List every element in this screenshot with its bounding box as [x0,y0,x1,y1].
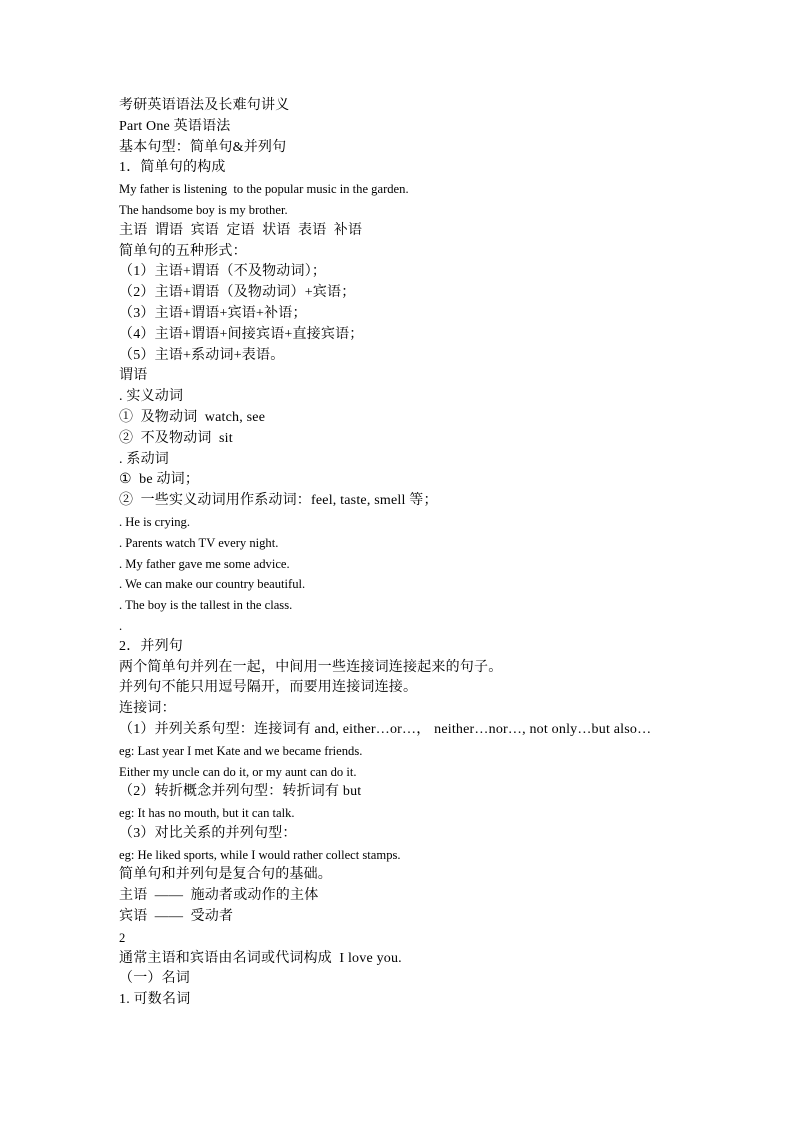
text-line: 主语 —— 施动者或动作的主体 [119,888,319,904]
text-line: . He is crying. [119,514,190,529]
text-line: （1）主语+谓语（不及物动词）； [119,264,327,280]
text-line: （5）主语+系动词+表语。 [119,347,285,363]
text-line: My father is listening to the popular music in the garden. [119,182,409,197]
text-line: ② 不及物动词 sit [119,430,233,446]
text-line: ② 一些实义动词用作系动词：feel, taste, smell 等； [119,493,438,509]
text-line: eg: He liked sports, while I would rather collect stamps. [119,847,401,862]
text-line: 连接词： [119,701,176,717]
text-line: The handsome boy is my brother. [119,202,288,217]
text-line: ① 及物动词 watch, see [119,409,266,425]
text-line: Part One 英语语法 [119,118,231,134]
text-line: eg: It has no mouth, but it can talk. [119,806,295,821]
text-line: 2．并列句 [119,638,183,654]
text-line: Either my uncle can do it, or my aunt can do it. [119,764,357,779]
text-line: 简单句的五种形式： [119,243,247,259]
text-line: 谓语 [119,368,148,384]
text-line: . [119,618,123,633]
text-line: 并列句不能只用逗号隔开，而要用连接词连接。 [119,680,418,696]
text-line: . We can make our country beautiful. [119,577,306,592]
text-line: 主语 谓语 宾语 定语 状语 表语 补语 [119,222,363,238]
text-line: （4）主语+谓语+间接宾语+直接宾语； [119,326,364,342]
text-line: ① be 动词； [119,472,200,488]
text-line: 考研英语语法及长难句讲义 [119,98,290,113]
text-line: （2）转折概念并列句型：转折词有 but [119,784,362,800]
text-line: 两个简单句并列在一起，中间用一些连接词连接起来的句子。 [119,659,503,675]
text-line: 简单句和并列句是复合句的基础。 [119,867,332,883]
text-line: 宾语 —— 受动者 [119,909,234,925]
text-line: （2）主语+谓语（及物动词）+宾语； [119,285,356,301]
text-line: . The boy is the tallest in the class. [119,598,293,613]
text-line: 通常主语和宾语由名词或代词构成 I love you. [119,950,402,966]
text-line: . 实义动词 [119,389,184,405]
text-line: （一）名词 [119,971,190,987]
text-line: 2 [119,930,126,945]
text-line: （3）主语+谓语+宾语+补语； [119,305,307,321]
text-line: （1）并列关系句型：连接词有 and, either…or…， neither…nor…, not only…but also… [119,721,652,737]
text-line: . Parents watch TV every night. [119,535,279,550]
text-line: 基本句型：简单句&并列句 [119,139,287,155]
text-line: eg: Last year I met Kate and we became friends. [119,743,363,758]
document-page [119,96,679,1011]
text-line: 1．简单句的构成 [119,160,226,176]
text-line: （3）对比关系的并列句型： [119,825,297,841]
text-line: . 系动词 [119,451,169,467]
text-line: . My father gave me some advice. [119,556,290,571]
text-line: 1. 可数名词 [119,992,191,1008]
